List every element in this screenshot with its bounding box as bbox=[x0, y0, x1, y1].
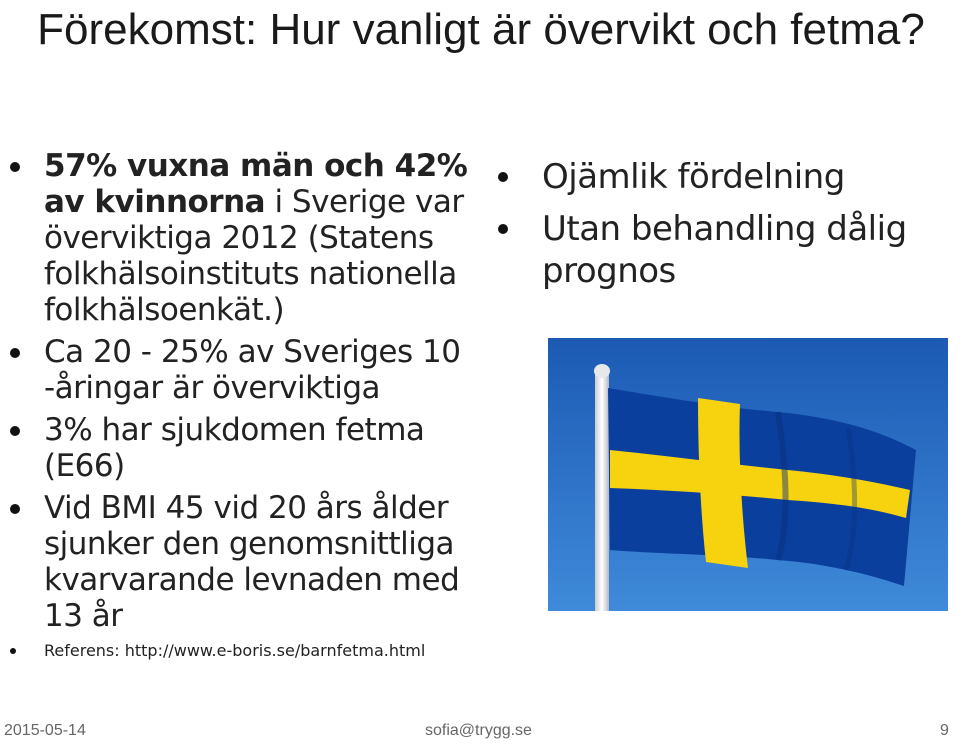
bullet-reference bbox=[10, 640, 470, 662]
slide-title: Förekomst: Hur vanligt är övervikt och fetma? bbox=[37, 5, 925, 54]
left-bullet-list bbox=[10, 148, 470, 668]
bullet-text: Ca 20 - 25% av Sveriges 10 -åringar är överviktiga bbox=[44, 334, 461, 406]
bullet-dot bbox=[10, 348, 20, 358]
bullet-dot bbox=[10, 648, 16, 654]
bullet-text: Vid BMI 45 vid 20 års ålder sjunker den genomsnittliga kvarvarande levnaden med 13 år bbox=[44, 490, 460, 634]
bullet-dot bbox=[10, 426, 20, 436]
reference-text: Referens: http://www.e-boris.se/barnfetma.html bbox=[44, 641, 426, 660]
footer-email: sofia@trygg.se bbox=[425, 722, 532, 739]
bullet-text: i Sverige var överviktiga 2012 (Statens folkhälsoinstituts nationella folkhälsoenkät.) bbox=[44, 184, 464, 328]
bullet-poor-prognosis bbox=[498, 208, 948, 292]
bullet-dot bbox=[498, 172, 508, 182]
bullet-bmi-lifespan bbox=[10, 490, 470, 634]
right-bullet-list bbox=[498, 156, 948, 302]
footer-page-number: 9 bbox=[940, 722, 949, 739]
bullet-adult-overweight bbox=[10, 148, 470, 328]
bullet-dot bbox=[10, 162, 20, 172]
bullet-text: Utan behandling dålig prognos bbox=[542, 209, 907, 291]
bullet-children-overweight bbox=[10, 334, 470, 406]
bullet-dot bbox=[10, 504, 20, 514]
bullet-obesity-disease bbox=[10, 412, 470, 484]
swedish-flag-icon bbox=[548, 338, 948, 611]
footer-date: 2015-05-14 bbox=[4, 722, 86, 739]
bullet-text: Ojämlik fördelning bbox=[542, 157, 845, 197]
bullet-unequal-distribution bbox=[498, 156, 948, 198]
swedish-flag-photo bbox=[548, 338, 948, 611]
bullet-text: 3% har sjukdomen fetma (E66) bbox=[44, 412, 425, 484]
bullet-dot bbox=[498, 224, 508, 234]
bullet-bold-text: 57% vuxna män och 42% av kvinnorna bbox=[44, 148, 468, 220]
